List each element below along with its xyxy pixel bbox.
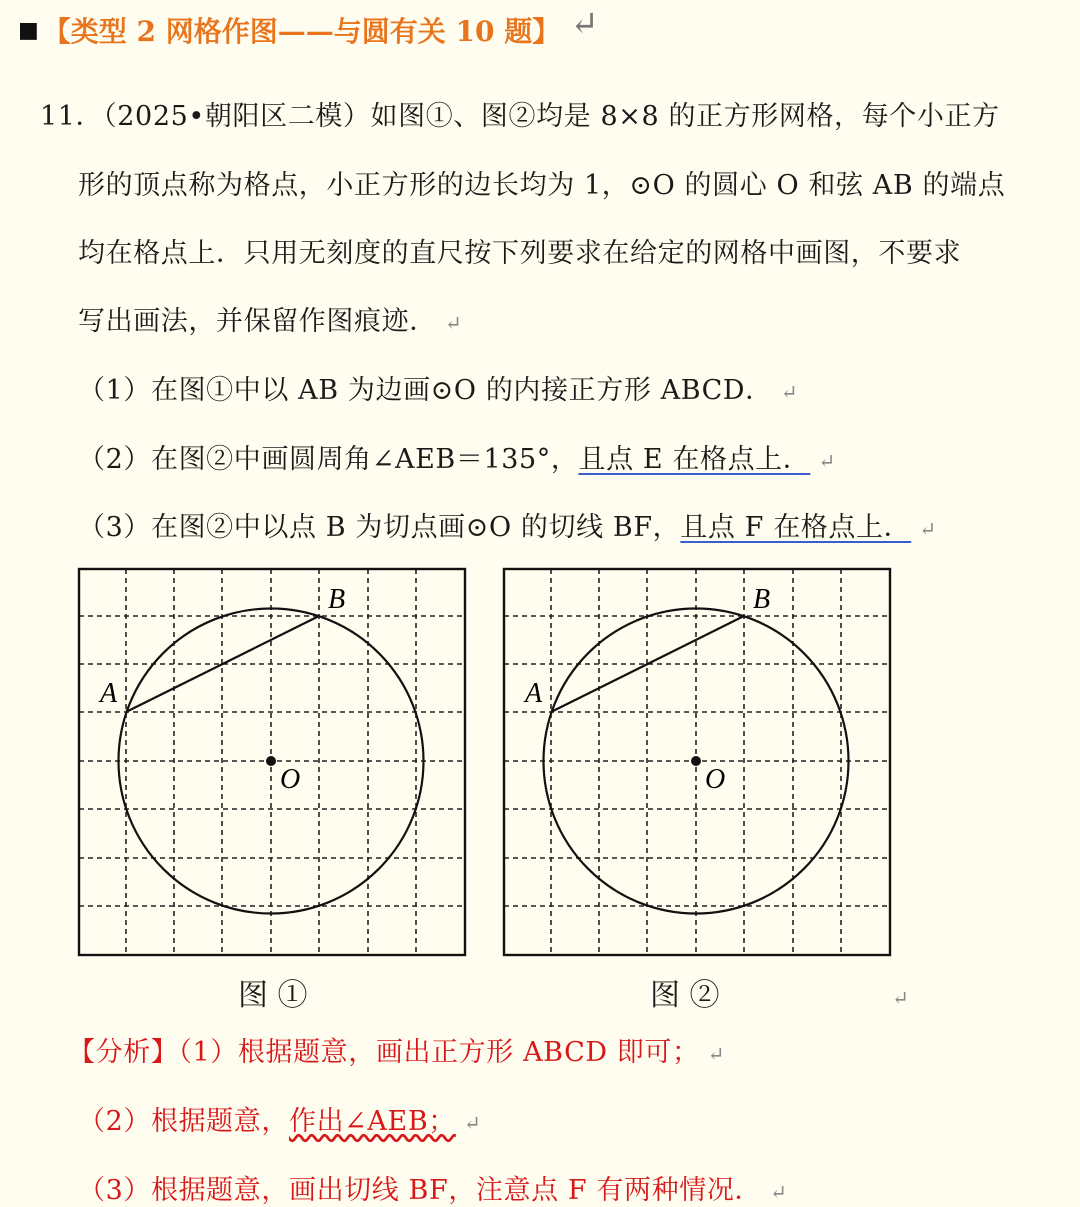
label-o: O [280,764,301,795]
analysis-line-2: （2）根据题意，作出∠AEB； ↵ [78,1106,482,1137]
question-line-2: 形的顶点称为格点，小正方形的边长均为 1，⊙O 的圆心 O 和弦 AB 的端点 [78,170,1006,201]
label-a: A [525,678,543,709]
return-icon: ↵ [707,1042,725,1066]
center-point [691,756,701,766]
label-o: O [705,764,726,795]
question-part-1: （1）在图①中以 AB 为边画⊙O 的内接正方形 ABCD． ↵ [78,375,799,406]
return-icon: ↵ [463,1111,482,1135]
section-heading [18,4,599,50]
center-point [266,756,276,766]
question-line-1: 11．（2025•朝阳区二模）如图①、图②均是 8×8 的正方形网格，每个小正方 [40,101,1000,132]
figure-2-caption: 图 ② [650,978,720,1013]
figure-1-caption: 图 ① [238,978,308,1013]
return-icon: ↵ [770,1180,788,1204]
analysis-tag: 【分析】 [68,1037,179,1068]
grid-figure-2 [501,566,893,958]
return-icon: ↵ [919,517,937,541]
return-icon: ↵ [818,449,836,473]
return-icon: ↵ [444,311,463,335]
return-icon: ↵ [780,380,799,404]
question-part-2: （2）在图②中画圆周角∠AEB＝135°，且点 E 在格点上． ↵ [78,444,836,475]
question-part-3: （3）在图②中以点 B 为切点画⊙O 的切线 BF，且点 F 在格点上． ↵ [78,512,937,543]
analysis-line-1: 【分析】（1）根据题意，画出正方形 ABCD 即可； ↵ [68,1037,725,1068]
label-b: B [328,584,346,615]
question-line-3: 均在格点上．只用无刻度的直尺按下列要求在给定的网格中画图，不要求 [78,238,962,269]
question-line-4: 写出画法，并保留作图痕迹． ↵ [78,306,463,337]
label-a: A [100,678,118,709]
return-icon: ↵ [892,986,909,1010]
section-heading-text: 【类型 2 网格作图——与圆有关 10 题】 [42,15,561,48]
analysis-line-3: （3）根据题意，画出切线 BF，注意点 F 有两种情况． ↵ [78,1175,788,1206]
label-b: B [753,584,771,615]
grid-figure-1 [76,566,468,958]
return-icon: ↵ [570,4,599,44]
bullet-icon: ■ [18,17,39,43]
